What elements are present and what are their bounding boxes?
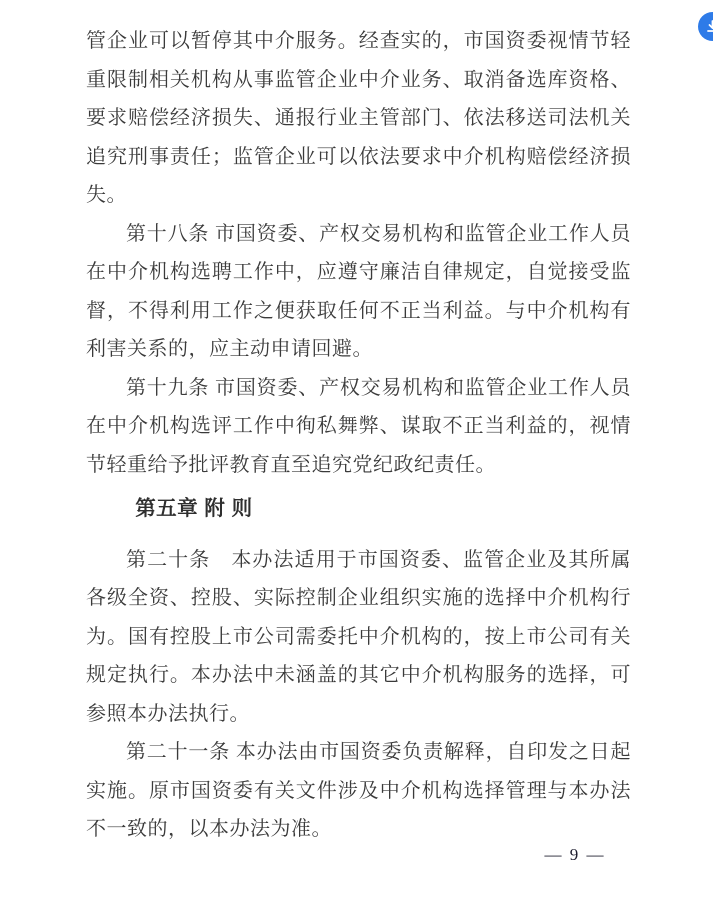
body-paragraph: 第十九条 市国资委、产权交易机构和监管企业工作人员在中介机构选评工作中徇私舞弊、谋取不正当利益的，视情节轻重给予批评教育直至追究党纪政纪责任。 [86,376,631,476]
body-paragraph: 第二十条 本办法适用于市国资委、监管企业及其所属各级全资、控股、实际控制企业组织实施的选择中介机构行为。国有控股上市公司需委托中介机构的，按上市公司有关规定执行。本办法中未涵盖的其它中介机构服务的选择，可参照本办法执行。 [86,548,631,725]
body-paragraph: 第二十一条 本办法由市国资委负责解释，自印发之日起实施。原市国资委有关文件涉及中介机构选择管理与本办法不一致的，以本办法为准。 [86,741,631,840]
page-number: — 9 — [544,845,606,864]
floating-download-button[interactable] [698,12,713,41]
download-icon [705,19,713,34]
section-heading: 第五章 附 则 [135,497,253,520]
document-body [86,22,631,849]
body-paragraph: 管企业可以暂停其中介服务。经查实的，市国资委视情节轻重限制相关机构从事监管企业中介业务、取消备选库资格、要求赔偿经济损失、通报行业主管部门、依法移送司法机关追究刑事责任；监管企业可以依法要求中介机构赔偿经济损失。 [86,30,631,206]
body-paragraph: 第十八条 市国资委、产权交易机构和监管企业工作人员在中介机构选聘工作中，应遵守廉洁自律规定，自觉接受监督，不得利用工作之便获取任何不正当利益。与中介机构有利害关系的，应主动申请回避。 [86,222,631,360]
